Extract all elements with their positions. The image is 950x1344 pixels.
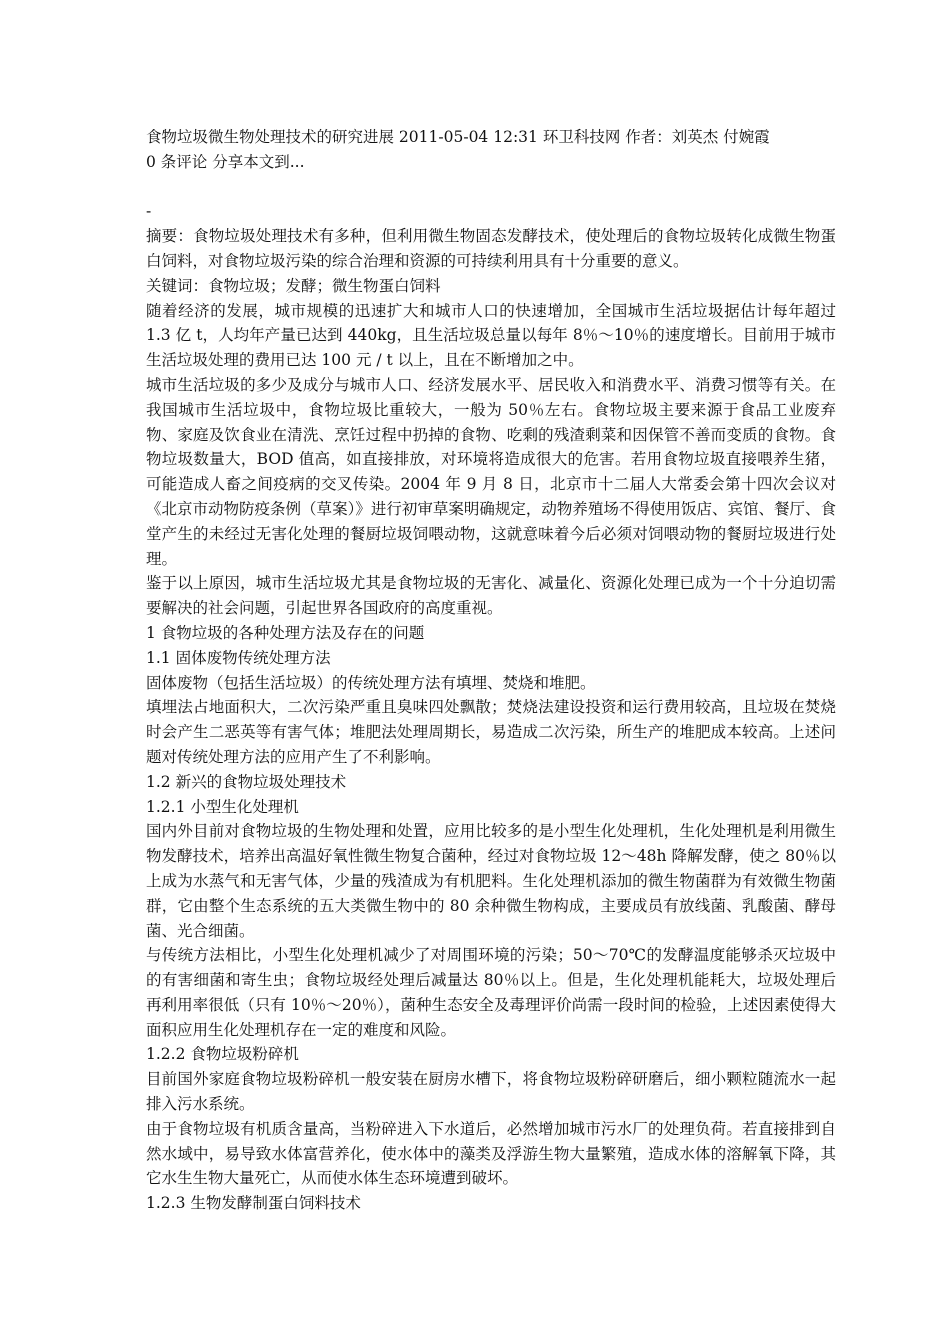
document-page xyxy=(146,125,836,1216)
subsection-heading: 1.2 新兴的食物垃圾处理技术 xyxy=(146,772,347,791)
body-paragraph: 由于食物垃圾有机质含量高，当粉碎进入下水道后，必然增加城市污水厂的处理负荷。若直接排到自然水域中，易导致水体富营养化，使水体中的藻类及浮游生物大量繁殖，造成水体的溶解氧下降，其它水生生物大量死亡，从而使水体生态环境遭到破坏。 xyxy=(146,1119,836,1188)
body-paragraph: 国内外目前对食物垃圾的生物处理和处置，应用比较多的是小型生化处理机，生化处理机是利用微生物发酵技术，培养出高温好氧性微生物复合菌种，经过对食物垃圾 12～48h 降解发酵，使之 80％以上成为水蒸气和无害气体，少量的残渣成为有机肥料。生化处理机添加的微生物菌群为有效微生物菌群，它由整个生态系统的五大类微生物中的 80 余种微生物构成，主要成员有放线菌、乳酸菌、酵母菌、光合细菌。 xyxy=(146,822,836,940)
keywords-paragraph: 关键词：食物垃圾；发酵；微生物蛋白饲料 xyxy=(146,276,441,295)
subsubsection-heading: 1.2.1 小型生化处理机 xyxy=(146,797,299,816)
body-paragraph: 固体废物（包括生活垃圾）的传统处理方法有填埋、焚烧和堆肥。 xyxy=(146,673,596,692)
article-meta-line: 0 条评论 分享本文到... xyxy=(146,152,305,171)
article-header xyxy=(146,125,836,175)
body-paragraph: 目前国外家庭食物垃圾粉碎机一般安装在厨房水槽下，将食物垃圾粉碎研磨后，细小颗粒随流水一起排入污水系统。 xyxy=(146,1070,836,1114)
subsection-heading: 1.1 固体废物传统处理方法 xyxy=(146,648,331,667)
abstract-paragraph: 摘要：食物垃圾处理技术有多种，但利用微生物固态发酵技术，使处理后的食物垃圾转化成微生物蛋白饲料，对食物垃圾污染的综合治理和资源的可持续利用具有十分重要的意义。 xyxy=(146,227,836,270)
article-title-line: 食物垃圾微生物处理技术的研究进展 2011-05-04 12:31 环卫科技网 作者：刘英杰 付婉霞 xyxy=(146,128,770,146)
body-paragraph: 与传统方法相比，小型生化处理机减少了对周围环境的污染；50～70℃的发酵温度能够杀灭垃圾中的有害细菌和寄生虫；食物垃圾经处理后减量达 80％以上。但是，生化处理机能耗大，垃圾处理后再利用率很低（只有 10％～20％），菌种生态安全及毒理评价尚需一段时间的检验，上述因素使得大面积应用生化处理机存在一定的难度和风险。 xyxy=(146,946,836,1039)
body-paragraph: 随着经济的发展，城市规模的迅速扩大和城市人口的快速增加，全国城市生活垃圾据估计每年超过 1.3 亿 t，人均年产量已达到 440kg，且生活垃圾总量以每年 8％～10％的速度增长。目前用于城市生活垃圾处理的费用已达 100 元 / t 以上，且在不断增加之中。 xyxy=(146,301,836,370)
body-paragraph: 城市生活垃圾的多少及成分与城市人口、经济发展水平、居民收入和消费水平、消费习惯等有关。在我国城市生活垃圾中，食物垃圾比重较大，一般为 50％左右。食物垃圾主要来源于食品工业废弃物、家庭及饮食业在清洗、烹饪过程中扔掉的食物、吃剩的残渣剩菜和因保管不善而变质的食物。食物垃圾数量大，BOD 值高，如直接排放，对环境将造成很大的危害。若用食物垃圾直接喂养生猪，可能造成人畜之间疫病的交叉传染。2004 年 9 月 8 日，北京市十二届人大常委会第十四次会议对《北京市动物防疫条例（草案）》进行初审草案明确规定，动物养殖场不得使用饭店、宾馆、餐厅、食堂产生的未经过无害化处理的餐厨垃圾饲喂动物，这就意味着今后必须对饲喂动物的餐厨垃圾进行处理。 xyxy=(146,375,836,568)
subsubsection-heading: 1.2.3 生物发酵制蛋白饲料技术 xyxy=(146,1194,361,1213)
separator: - xyxy=(146,202,152,221)
body-paragraph: 鉴于以上原因，城市生活垃圾尤其是食物垃圾的无害化、减量化、资源化处理已成为一个十分迫切需要解决的社会问题，引起世界各国政府的高度重视。 xyxy=(146,574,836,618)
body-paragraph: 填埋法占地面积大，二次污染严重且臭味四处飘散；焚烧法建设投资和运行费用较高，且垃圾在焚烧时会产生二恶英等有害气体；堆肥法处理周期长，易造成二次污染，所生产的堆肥成本较高。上述问题对传统处理方法的应用产生了不利影响。 xyxy=(146,698,836,766)
section-heading: 1 食物垃圾的各种处理方法及存在的问题 xyxy=(146,623,425,642)
subsubsection-heading: 1.2.2 食物垃圾粉碎机 xyxy=(146,1045,299,1064)
